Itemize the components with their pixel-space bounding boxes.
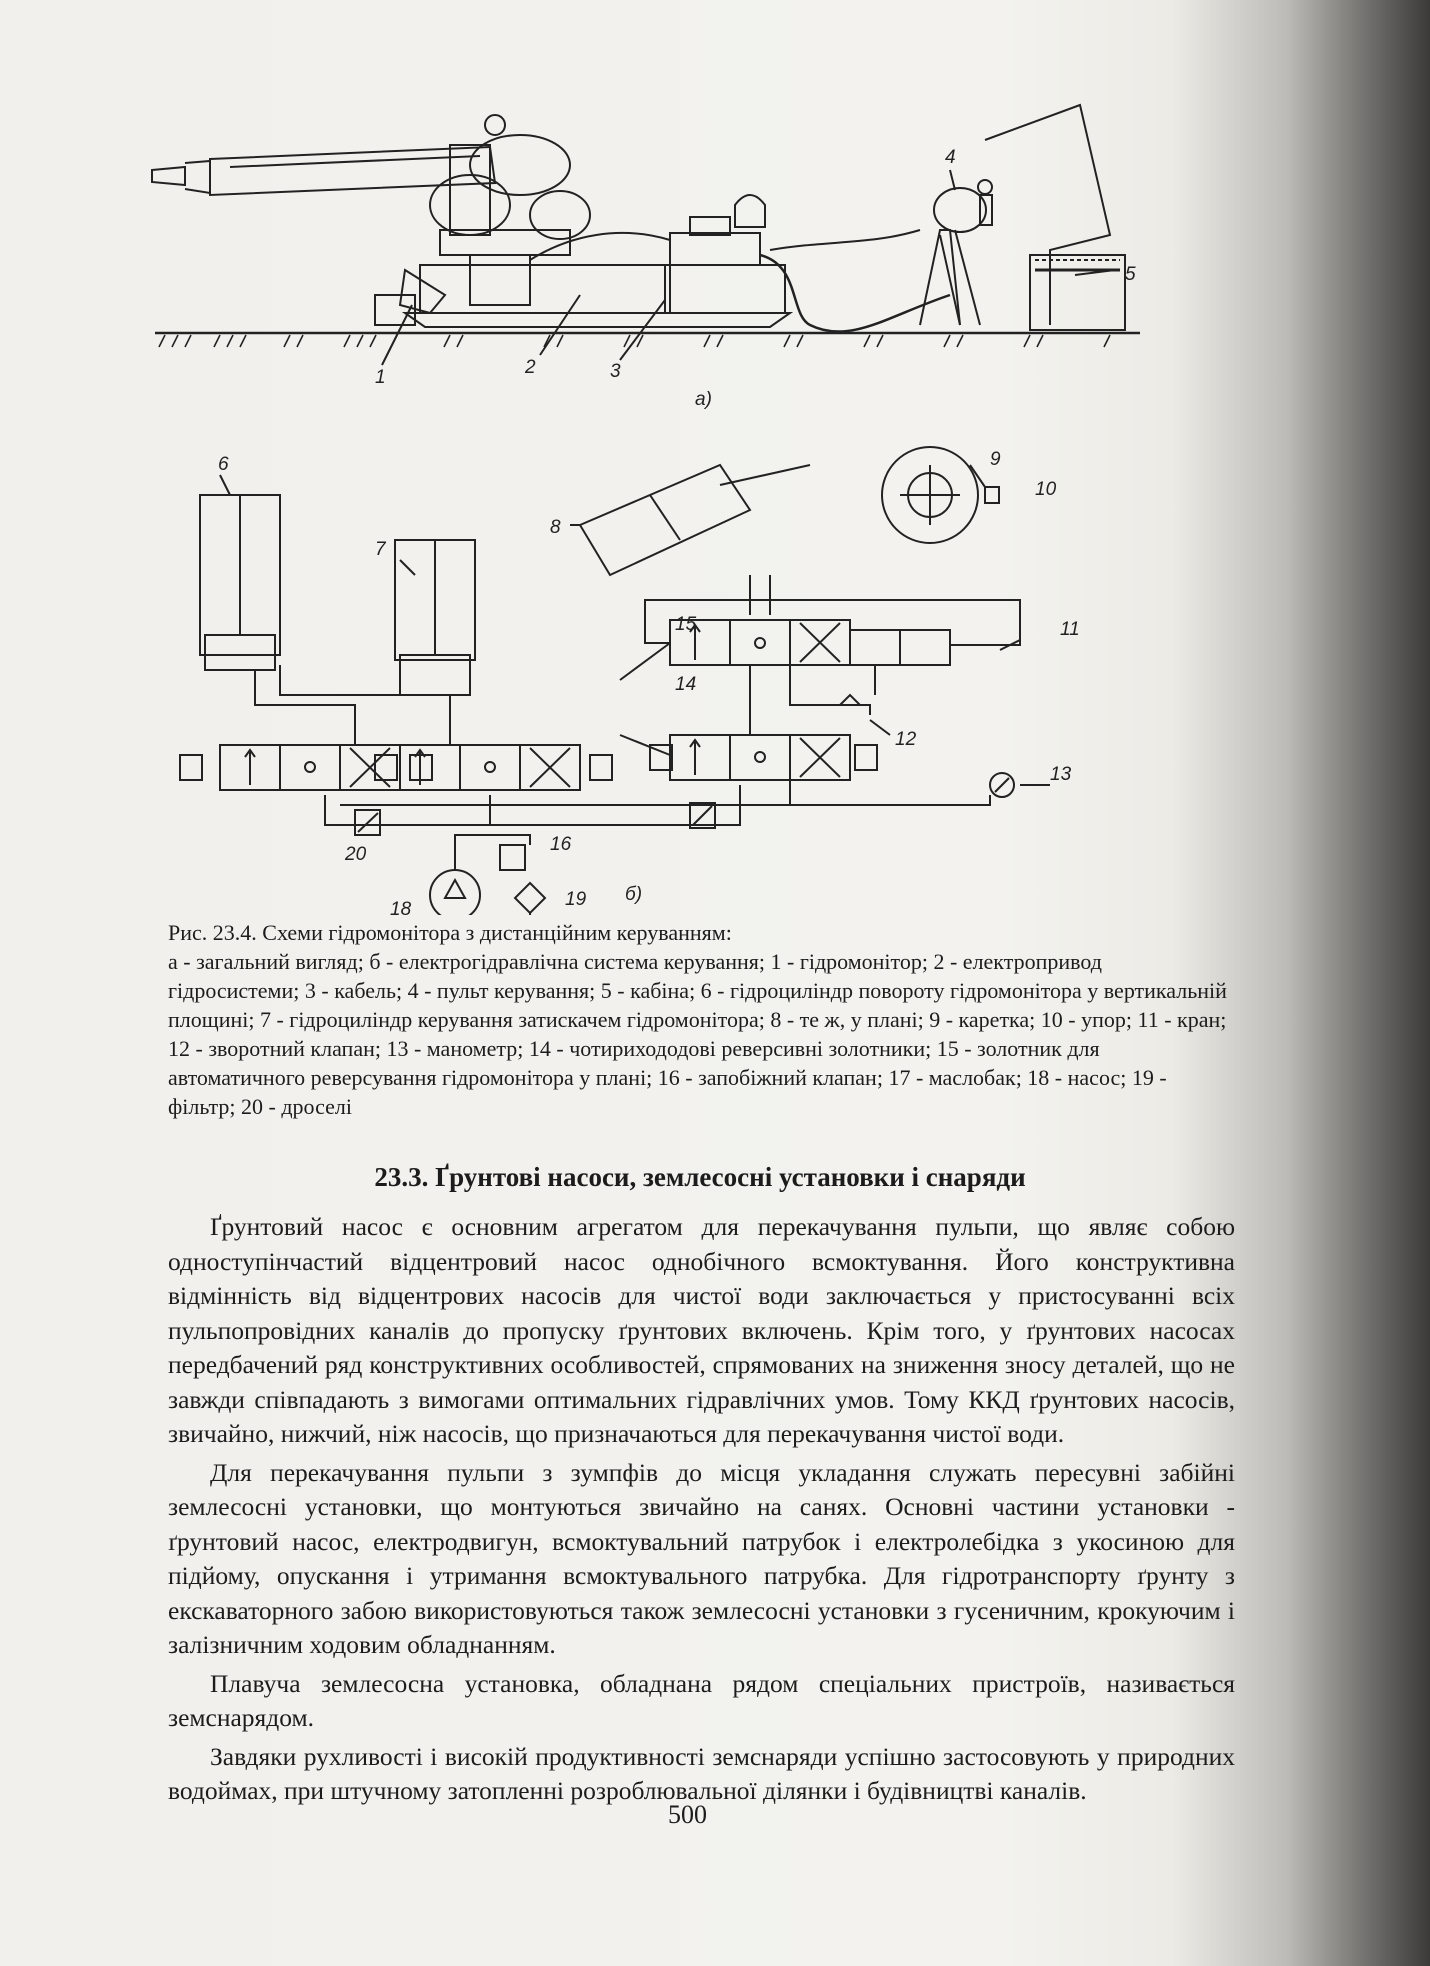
paragraph-1: Ґрунтовий насос є основним агрегатом для перекачування пульпи, що являє собою одноступінчастий відцентровий насос однобічного всмоктування. Його конструктивна відмінність від відцентрових насосів для чистої води заключається у пристосуванні всіх пульпопровідних каналів до пропуску ґрунтових включень. Крім того, у ґрунтових насосах передбачений ряд конструктивних особливостей, спрямованих на зниження зносу деталей, що не завжди співпадають з вимогами оптимальних гідравлічних умов. Тому ККД ґрунтових насосів, звичайно, нижчий, ніж насосів, що призначаються для перекачування чистої води. [168,1212,1235,1448]
figure-hydromonitor-schemes [150,55,1210,915]
caption-title: Рис. 23.4. Схеми гідромонітора з дистанційним керуванням: [168,920,732,945]
subfigure-a-label: а) [695,389,712,410]
callout-10: 10 [1035,479,1057,500]
caption-legend: а - загальний вигляд; б - електрогідравлічна система керування; 1 - гідромонітор; 2 - електропривод гідросистеми; 3 - кабель; 4 - пульт керування; 5 - кабіна; 6 - гідроциліндр повороту гідромонітора у вертикальній площині; 7 - гідроциліндр керування затискачем гідромонітора; 8 - те ж, у плані; 9 - каретка; 10 - упор; 11 - кран; 12 - зворотний клапан; 13 - манометр; 14 - чотирихододові реверсивні золотники; 15 - золотник для автоматичного реверсування гідромонітора у плані; 16 - запобіжний клапан; 17 - маслобак; 18 - насос; 19 - фільтр; 20 - дроселі [168,949,1227,1119]
callout-12: 12 [895,729,917,750]
callout-20: 20 [345,844,367,865]
callout-18: 18 [390,899,412,915]
figure-caption [168,918,1228,1121]
callout-7: 7 [375,539,386,560]
callout-14: 14 [675,674,697,695]
hydraulic-scheme-drawing [180,447,1050,915]
callout-5: 5 [1125,264,1136,285]
paragraph-4: Завдяки рухливості і високій продуктивності земснаряди успішно застосовують у природних водоймах, при штучному затопленні розроблювальної ділянки і будівництві каналів. [168,1741,1235,1805]
subfigure-b-label: б) [625,884,643,905]
callout-1-a: 1 [375,367,386,388]
page-number: 500 [668,1800,707,1829]
body-text [168,1210,1235,1813]
callout-9: 9 [990,449,1001,470]
callout-11: 11 [1060,619,1080,640]
callout-19: 19 [565,889,587,910]
callout-13: 13 [1050,764,1072,785]
figure-drawing [150,55,1210,915]
section-heading: 23.3. Ґрунтові насоси, землесосні установки і снаряди [374,1162,1026,1192]
paragraph-3: Плавуча землесосна установка, обладнана рядом спеціальних пристроїв, називається земснарядом. [168,1668,1235,1732]
callout-15: 15 [675,614,697,635]
callout-2: 2 [525,357,536,378]
callout-8: 8 [550,517,561,538]
callout-16: 16 [550,834,572,855]
general-view-drawing [152,105,1140,365]
callout-4: 4 [945,147,956,168]
paragraph-2: Для перекачування пульпи з зумпфів до місця укладання служать пересувні забійні землесосні установки, що монтуються звичайно на санях. Основні частини установки - ґрунтовий насос, електродвигун, всмоктувальний патрубок і електролебідка з укосиною для підйому, опускання і утримання всмоктувального патрубка. Для гідротранспорту ґрунту з екскаваторного забою використовуються також землесосні установки з гусеничним, крокуючим і залізничним ходовим обладнанням. [168,1457,1235,1659]
callout-3: 3 [610,361,621,382]
callout-6: 6 [218,454,229,475]
